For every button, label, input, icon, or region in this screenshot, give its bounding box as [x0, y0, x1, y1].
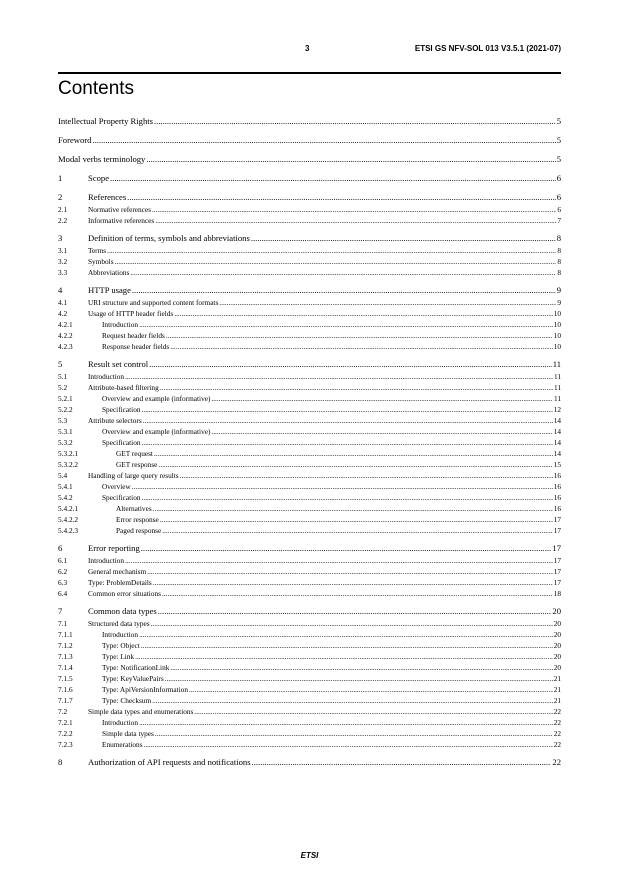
- toc-entry-number: 5.2.1: [58, 394, 73, 403]
- toc-entry-title: Simple data types: [102, 729, 154, 738]
- toc-entry-title: Enumerations: [102, 740, 143, 749]
- toc-entry-page: 7: [557, 216, 561, 225]
- toc-leader-dots: [139, 630, 553, 639]
- toc-entry-page: 8: [557, 257, 561, 266]
- toc-leader-dots: [135, 652, 553, 661]
- toc-entry-number: 3.2: [58, 257, 68, 266]
- toc-leader-dots: [162, 526, 553, 535]
- toc-entry-page: 12: [553, 405, 561, 414]
- toc-entry[interactable]: [58, 427, 561, 438]
- toc-entry-number: 6: [58, 543, 63, 553]
- toc-leader-dots: [143, 416, 553, 425]
- toc-leader-dots: [160, 515, 553, 524]
- toc-entry-number: 4.2: [58, 309, 68, 318]
- toc-leader-dots: [141, 543, 552, 553]
- toc-entry-page: 14: [553, 416, 561, 425]
- toc-entry-number: 7.1.2: [58, 641, 73, 650]
- toc-entry-title: Modal verbs terminology: [58, 154, 146, 164]
- toc-entry[interactable]: [58, 641, 561, 652]
- toc-entry[interactable]: [58, 515, 561, 526]
- toc-entry-number: 3.3: [58, 268, 68, 277]
- toc-entry-page: 22: [553, 729, 561, 738]
- toc-entry[interactable]: [58, 320, 561, 331]
- toc-entry[interactable]: [58, 359, 561, 372]
- toc-entry[interactable]: [58, 482, 561, 493]
- toc-leader-dots: [115, 257, 557, 266]
- toc-entry-title: References: [88, 192, 127, 202]
- toc-leader-dots: [142, 405, 553, 414]
- toc-leader-dots: [170, 342, 552, 351]
- toc-leader-dots: [125, 372, 553, 381]
- toc-entry-title: Result set control: [88, 359, 149, 369]
- toc-entry-title: URI structure and supported content formats: [88, 298, 219, 307]
- toc-entry-page: 8: [557, 268, 561, 277]
- toc-entry-title: Overview: [102, 482, 131, 491]
- toc-entry-number: 5.4.2.2: [58, 515, 79, 524]
- toc-entry-number: 7.2.3: [58, 740, 73, 749]
- toc-entry[interactable]: [58, 285, 561, 298]
- toc-entry-title: Introduction: [102, 630, 139, 639]
- toc-entry-page: 17: [553, 567, 561, 576]
- toc-entry-number: 8: [58, 757, 63, 767]
- toc-entry-title: Specification: [102, 405, 141, 414]
- toc-leader-dots: [165, 674, 553, 683]
- toc-leader-dots: [142, 493, 553, 502]
- toc-entry-page: 5: [556, 116, 561, 126]
- toc-entry-number: 2: [58, 192, 63, 202]
- toc-entry[interactable]: [58, 471, 561, 482]
- toc-entry-number: 4.1: [58, 298, 68, 307]
- toc-entry-page: 14: [553, 438, 561, 447]
- toc-leader-dots: [107, 246, 556, 255]
- toc-entry-title: Normative references: [88, 205, 151, 214]
- toc-leader-dots: [130, 268, 556, 277]
- toc-entry-number: 5.2.2: [58, 405, 73, 414]
- toc-entry[interactable]: [58, 383, 561, 394]
- toc-entry-number: 5.4.1: [58, 482, 73, 491]
- toc-leader-dots: [110, 173, 556, 183]
- toc-entry-title: Error reporting: [88, 543, 140, 553]
- toc-leader-dots: [211, 394, 553, 403]
- toc-leader-dots: [152, 205, 556, 214]
- toc-entry-page: 22: [553, 718, 561, 727]
- toc-entry[interactable]: [58, 416, 561, 427]
- toc-entry-number: 5.2: [58, 383, 68, 392]
- toc-entry[interactable]: [58, 268, 561, 279]
- toc-entry-page: 20: [553, 663, 561, 672]
- toc-entry-title: Response header fields: [102, 342, 170, 351]
- toc-entry-title: Type: Link: [102, 652, 135, 661]
- toc-entry-title: Introduction: [88, 556, 125, 565]
- toc-entry-page: 21: [553, 696, 561, 705]
- toc-entry[interactable]: [58, 192, 561, 205]
- toc-leader-dots: [154, 116, 556, 126]
- toc-entry-title: Usage of HTTP header fields: [88, 309, 174, 318]
- toc-leader-dots: [127, 192, 556, 202]
- toc-entry-page: 6: [556, 173, 561, 183]
- toc-entry-page: 9: [557, 298, 561, 307]
- toc-entry[interactable]: [58, 567, 561, 578]
- toc-entry-title: Error response: [116, 515, 159, 524]
- toc-leader-dots: [144, 740, 553, 749]
- toc-entry-number: 5.3.1: [58, 427, 73, 436]
- toc-entry[interactable]: [58, 216, 561, 227]
- toc-leader-dots: [158, 606, 552, 616]
- toc-entry[interactable]: [58, 619, 561, 630]
- toc-entry-title: Attribute-based filtering: [88, 383, 159, 392]
- toc-entry-page: 8: [556, 233, 561, 243]
- toc-entry[interactable]: [58, 438, 561, 449]
- toc-entry-page: 21: [553, 685, 561, 694]
- toc-leader-dots: [149, 359, 552, 369]
- toc-entry-title: Common error situations: [88, 589, 161, 598]
- toc-leader-dots: [152, 696, 553, 705]
- toc-entry-title: HTTP usage: [88, 285, 131, 295]
- toc-entry[interactable]: [58, 630, 561, 641]
- toc-entry-number: 6.1: [58, 556, 68, 565]
- toc-entry-title: Type: Object: [102, 641, 140, 650]
- toc-entry-page: 14: [553, 427, 561, 436]
- toc-entry-page: 15: [553, 460, 561, 469]
- toc-entry-number: 5.4.2.3: [58, 526, 79, 535]
- toc-entry-page: 11: [553, 372, 561, 381]
- toc-entry[interactable]: [58, 449, 561, 460]
- toc-entry-title: Foreword: [58, 135, 92, 145]
- toc-leader-dots: [139, 718, 553, 727]
- toc-entry-page: 11: [552, 359, 561, 369]
- toc-entry[interactable]: [58, 173, 561, 186]
- toc-entry-title: Structured data types: [88, 619, 150, 628]
- toc-entry-number: 5.3.2.2: [58, 460, 79, 469]
- toc-entry[interactable]: [58, 526, 561, 537]
- toc-entry[interactable]: [58, 606, 561, 619]
- toc-entry-number: 5: [58, 359, 63, 369]
- toc-entry[interactable]: [58, 372, 561, 383]
- toc-entry-title: Intellectual Property Rights: [58, 116, 153, 126]
- toc-entry-title: Common data types: [88, 606, 157, 616]
- toc-entry-title: Terms: [88, 246, 107, 255]
- toc-entry-page: 11: [553, 383, 561, 392]
- toc-entry-number: 7.1.1: [58, 630, 73, 639]
- toc-leader-dots: [146, 154, 555, 164]
- toc-entry[interactable]: [58, 298, 561, 309]
- toc-entry-title: Scope: [88, 173, 110, 183]
- toc-leader-dots: [189, 685, 553, 694]
- header-rule: [58, 72, 561, 74]
- toc-entry[interactable]: [58, 342, 561, 353]
- toc-entry-title: Introduction: [102, 718, 139, 727]
- toc-entry-number: 2.2: [58, 216, 68, 225]
- toc-entry-page: 16: [553, 471, 561, 480]
- toc-leader-dots: [174, 309, 552, 318]
- toc-entry-page: 6: [556, 192, 561, 202]
- toc-leader-dots: [155, 729, 553, 738]
- toc-leader-dots: [147, 567, 553, 576]
- toc-entry[interactable]: [58, 205, 561, 216]
- toc-entry[interactable]: [58, 652, 561, 663]
- toc-entry-number: 5.1: [58, 372, 68, 381]
- toc-entry-title: Symbols: [88, 257, 114, 266]
- toc-entry-number: 5.4.2: [58, 493, 73, 502]
- toc-entry[interactable]: [58, 246, 561, 257]
- toc-leader-dots: [170, 663, 552, 672]
- toc-entry[interactable]: [58, 135, 561, 148]
- toc-entry-page: 5: [556, 135, 561, 145]
- toc-entry-number: 5.4: [58, 471, 68, 480]
- toc-entry-title: Overview and example (informative): [102, 394, 211, 403]
- toc-entry-title: Alternatives: [116, 504, 152, 513]
- toc-entry[interactable]: [58, 674, 561, 685]
- toc-entry-number: 7.2.2: [58, 729, 73, 738]
- toc-entry-number: 4.2.1: [58, 320, 73, 329]
- toc-entry[interactable]: [58, 154, 561, 167]
- toc-leader-dots: [125, 556, 553, 565]
- toc-entry-page: 8: [557, 246, 561, 255]
- toc-entry-page: 11: [553, 394, 561, 403]
- toc-entry-number: 4.2.3: [58, 342, 73, 351]
- toc-entry-title: Informative references: [88, 216, 155, 225]
- toc-leader-dots: [153, 504, 553, 513]
- toc-entry-page: 17: [553, 556, 561, 565]
- toc-entry[interactable]: [58, 309, 561, 320]
- toc-entry-page: 20: [553, 630, 561, 639]
- toc-leader-dots: [166, 331, 553, 340]
- toc-entry[interactable]: [58, 233, 561, 246]
- toc-entry-page: 22: [553, 707, 561, 716]
- toc-entry-page: 17: [553, 526, 561, 535]
- toc-entry-page: 18: [553, 589, 561, 598]
- toc-leader-dots: [211, 427, 552, 436]
- toc-leader-dots: [252, 757, 552, 767]
- toc-entry-title: Specification: [102, 493, 141, 502]
- toc-entry-number: 5.3: [58, 416, 68, 425]
- toc-leader-dots: [154, 449, 553, 458]
- toc-entry[interactable]: [58, 504, 561, 515]
- toc-entry-number: 1: [58, 173, 63, 183]
- toc-entry-page: 10: [553, 320, 561, 329]
- toc-entry[interactable]: [58, 543, 561, 556]
- toc-entry[interactable]: [58, 556, 561, 567]
- toc-entry-title: GET request: [116, 449, 153, 458]
- toc-entry[interactable]: [58, 493, 561, 504]
- toc-leader-dots: [142, 438, 553, 447]
- table-of-contents: [58, 116, 561, 770]
- toc-leader-dots: [155, 216, 556, 225]
- toc-leader-dots: [162, 589, 553, 598]
- toc-entry-title: GET response: [116, 460, 158, 469]
- page-number: 3: [305, 44, 310, 53]
- toc-entry-title: Type: Checksum: [102, 696, 152, 705]
- toc-entry-title: Simple data types and enumerations: [88, 707, 194, 716]
- toc-leader-dots: [139, 320, 553, 329]
- toc-entry-title: Authorization of API requests and notifications: [88, 757, 251, 767]
- toc-entry[interactable]: [58, 578, 561, 589]
- toc-entry-page: 22: [553, 740, 561, 749]
- toc-entry[interactable]: [58, 740, 561, 751]
- toc-leader-dots: [92, 135, 555, 145]
- toc-leader-dots: [194, 707, 552, 716]
- toc-entry-number: 3.1: [58, 246, 68, 255]
- toc-entry-number: 4: [58, 285, 63, 295]
- toc-entry-page: 21: [553, 674, 561, 683]
- toc-entry-title: Attribute selectors: [88, 416, 142, 425]
- toc-entry-page: 20: [553, 641, 561, 650]
- toc-entry-number: 7.1.6: [58, 685, 73, 694]
- toc-entry-title: Type: ApiVersionInformation: [102, 685, 189, 694]
- toc-entry-title: Type: ProblemDetails: [88, 578, 152, 587]
- toc-entry[interactable]: [58, 331, 561, 342]
- toc-entry[interactable]: [58, 589, 561, 600]
- toc-entry-number: 5.3.2: [58, 438, 73, 447]
- toc-entry[interactable]: [58, 729, 561, 740]
- toc-entry-page: 14: [553, 449, 561, 458]
- toc-leader-dots: [251, 233, 556, 243]
- toc-entry-title: Type: KeyValuePairs: [102, 674, 164, 683]
- toc-entry-title: Paged response: [116, 526, 162, 535]
- toc-entry-title: Handling of large query results: [88, 471, 179, 480]
- toc-entry-number: 7.1.7: [58, 696, 73, 705]
- toc-entry-page: 10: [553, 309, 561, 318]
- toc-entry-title: Request header fields: [102, 331, 165, 340]
- toc-leader-dots: [141, 641, 553, 650]
- toc-entry[interactable]: [58, 394, 561, 405]
- toc-entry-number: 7.1.5: [58, 674, 73, 683]
- toc-entry-page: 20: [552, 606, 561, 616]
- document-reference: ETSI GS NFV-SOL 013 V3.5.1 (2021-07): [414, 44, 561, 53]
- toc-entry-page: 22: [552, 757, 561, 767]
- toc-entry[interactable]: [58, 460, 561, 471]
- toc-entry-number: 5.4.2.1: [58, 504, 79, 513]
- toc-entry-page: 17: [553, 578, 561, 587]
- toc-entry-title: Abbreviations: [88, 268, 130, 277]
- toc-entry-page: 9: [556, 285, 561, 295]
- toc-entry-number: 7.1.4: [58, 663, 73, 672]
- toc-entry[interactable]: [58, 116, 561, 129]
- toc-leader-dots: [132, 482, 553, 491]
- toc-entry[interactable]: [58, 707, 561, 718]
- toc-entry-page: 16: [553, 504, 561, 513]
- toc-entry[interactable]: [58, 757, 561, 770]
- toc-entry-number: 6.4: [58, 589, 68, 598]
- toc-entry-number: 5.3.2.1: [58, 449, 79, 458]
- toc-entry-number: 7.2.1: [58, 718, 73, 727]
- toc-entry-page: 17: [553, 515, 561, 524]
- footer-logo-text: ETSI: [300, 851, 319, 860]
- toc-entry-number: 7.1: [58, 619, 68, 628]
- toc-entry[interactable]: [58, 718, 561, 729]
- toc-entry-title: Overview and example (informative): [102, 427, 211, 436]
- toc-entry-page: 6: [557, 205, 561, 214]
- toc-entry[interactable]: [58, 663, 561, 674]
- toc-entry-page: 20: [553, 619, 561, 628]
- toc-entry[interactable]: [58, 696, 561, 707]
- toc-entry-title: Introduction: [88, 372, 125, 381]
- toc-entry-title: Definition of terms, symbols and abbreviations: [88, 233, 250, 243]
- toc-entry-number: 7.1.3: [58, 652, 73, 661]
- toc-leader-dots: [180, 471, 553, 480]
- toc-leader-dots: [132, 285, 556, 295]
- toc-entry-title: General mechanism: [88, 567, 147, 576]
- toc-leader-dots: [219, 298, 556, 307]
- toc-entry-title: Introduction: [102, 320, 139, 329]
- toc-entry-page: 5: [556, 154, 561, 164]
- page-title: Contents: [58, 78, 135, 99]
- toc-entry[interactable]: [58, 685, 561, 696]
- toc-entry-page: 10: [553, 331, 561, 340]
- toc-entry-number: 3: [58, 233, 63, 243]
- toc-entry-number: 7.2: [58, 707, 68, 716]
- toc-leader-dots: [160, 383, 553, 392]
- toc-entry-page: 16: [553, 482, 561, 491]
- toc-entry-page: 10: [553, 342, 561, 351]
- toc-entry-number: 6.2: [58, 567, 68, 576]
- toc-entry-title: Specification: [102, 438, 141, 447]
- toc-entry-page: 17: [552, 543, 561, 553]
- toc-leader-dots: [151, 619, 553, 628]
- toc-leader-dots: [153, 578, 553, 587]
- toc-entry[interactable]: [58, 405, 561, 416]
- toc-entry[interactable]: [58, 257, 561, 268]
- toc-entry-number: 6.3: [58, 578, 68, 587]
- toc-leader-dots: [158, 460, 552, 469]
- toc-entry-number: 2.1: [58, 205, 68, 214]
- toc-entry-page: 20: [553, 652, 561, 661]
- toc-entry-number: 7: [58, 606, 63, 616]
- toc-entry-page: 16: [553, 493, 561, 502]
- toc-entry-title: Type: NotificationLink: [102, 663, 170, 672]
- toc-entry-number: 4.2.2: [58, 331, 73, 340]
